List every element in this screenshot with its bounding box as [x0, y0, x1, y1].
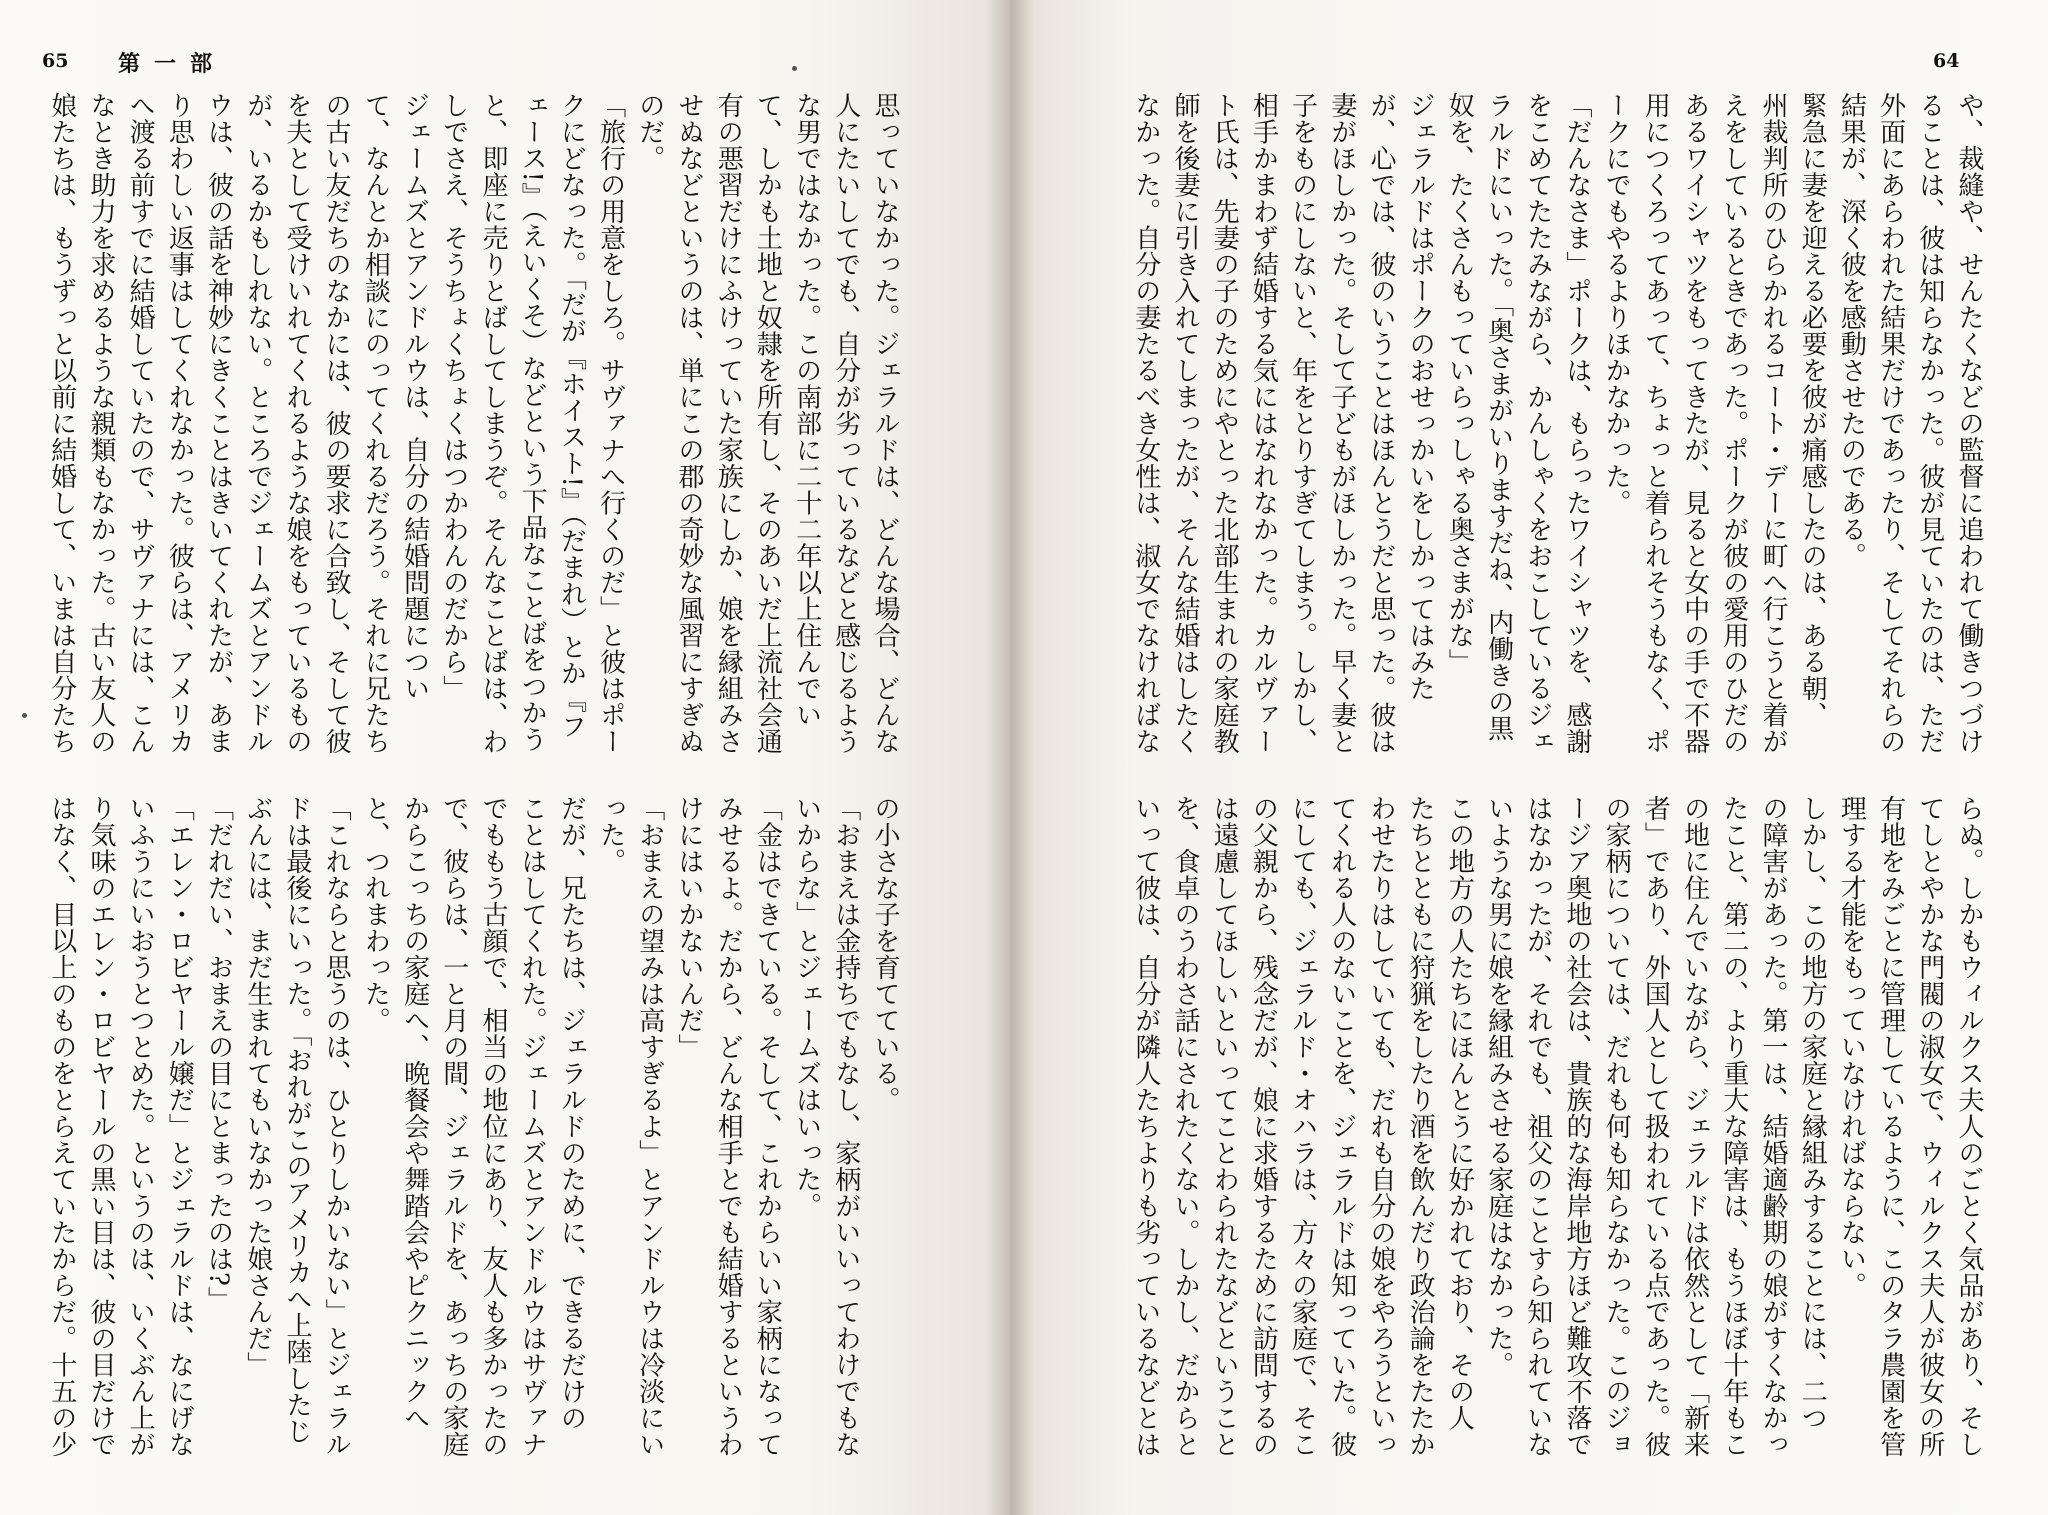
text-line: らぬ。しかもウィルクス夫人のごとく気品があり、そし: [1954, 795, 1984, 1458]
text-line: 「だれだい、おまえの目にとまったのは?」: [203, 795, 234, 1313]
text-line: 思っていなかった。ジェラルドは、どんな場合、どんな: [870, 92, 900, 755]
text-line: 「旅行の用意をしろ。サヴァナへ行くのだ」と彼はポー: [595, 92, 626, 755]
text-line: ることは、彼は知らなかった。彼が見ていたのは、ただ: [1914, 92, 1945, 755]
text-line: や、裁縫や、せんたくなどの監督に追われて働きつづけ: [1954, 92, 1984, 755]
right-upper-text-block: [1120, 92, 1988, 774]
right-lower-text-block: [1120, 795, 1988, 1485]
text-line: ト氏は、先妻の子のためにやとった北部生まれの家庭教: [1209, 92, 1240, 755]
text-line: 師を後妻に引き入れてしまったが、そんな結婚はしたく: [1169, 92, 1200, 755]
text-line: 外面にあらわれた結果だけであったり、そしてそれらの: [1875, 92, 1906, 755]
text-line: 妻がほしかった。そして子どもがほしかった。早く妻と: [1326, 92, 1357, 755]
text-line: てくれる人のないことを、ジェラルドは知っていた。彼: [1326, 795, 1357, 1458]
text-line: り思わしい返事はしてくれなかった。彼らは、アメリカ: [164, 92, 195, 755]
text-line: 「これならと思うのは、ひとりしかいない」とジェラル: [321, 795, 352, 1458]
text-line: が、いるかもしれない。ところでジェームズとアンドル: [242, 92, 273, 755]
text-line: ラルドにいった。「奥さまがいりますだね、内働きの黒: [1483, 92, 1514, 742]
text-line: 「エレン・ロビヤール嬢だ」とジェラルドは、なにげな: [164, 795, 195, 1458]
text-line: からこっちの家庭へ、晩餐会や舞踏会やピクニックへ: [399, 795, 430, 1431]
text-line: しかし、この地方の家庭と縁組みすることには、二つ: [1797, 795, 1828, 1431]
text-line: の古い友だちのなかには、彼の要求に合致し、そして彼: [321, 92, 352, 755]
ink-speck: [22, 713, 27, 718]
text-line: たちとともに狩猟をしたり酒を飲んだり政治論をたたか: [1405, 795, 1436, 1458]
book-gutter: [985, 0, 1035, 1515]
text-line: 人にたいしてでも、自分が劣っているなどと感じるよう: [830, 92, 861, 755]
text-line: と、つれまわった。: [360, 795, 391, 1034]
text-line: なかった。自分の妻たるべき女性は、淑女でなければな: [1130, 92, 1161, 755]
text-line: 有の悪習だけにふけっていた家族にしか、娘を縁組みさ: [713, 92, 744, 755]
text-line: この地方の人たちにほんとうに好かれており、その人: [1444, 795, 1475, 1431]
left-page-number: 65: [42, 50, 69, 72]
ink-speck: [792, 66, 797, 71]
text-line: たこと、第二の、より重大な障害は、もうほぼ十年もこ: [1718, 795, 1749, 1458]
text-line: ことはしてくれた。ジェームズとアンドルウはサヴァナ: [517, 795, 548, 1458]
text-line: の父親から、残念だが、娘に求婚するために訪問するの: [1248, 795, 1279, 1458]
text-line: をこめてたたみながら、かんしゃくをおこしているジェ: [1522, 92, 1553, 755]
text-line: 「だんなさま」ポークは、もらったワイシャツを、感謝: [1561, 92, 1592, 755]
text-line: 結果が、深く彼を感動させたのである。: [1836, 92, 1867, 569]
text-line: の小さな子を育てている。: [870, 795, 900, 1113]
text-line: ぶんには、まだ生まれてもいなかった娘さんだ」: [242, 795, 273, 1378]
text-line: いふうにいおうとつとめた。というのは、いくぶん上が: [125, 795, 156, 1458]
text-line: な男ではなかった。この南部に二十二年以上住んでい: [791, 92, 822, 728]
text-line: でももう古顔で、相当の地位にあり、友人も多かったの: [477, 795, 508, 1458]
text-line: 子をものにしないと、年をとりすぎてしまう。しかし、: [1287, 92, 1318, 755]
text-line: ージア奥地の社会は、貴族的な海岸地方ほど難攻不落で: [1561, 795, 1592, 1458]
text-line: と、即座に売りとばしてしまうぞ。そんなことばは、わ: [477, 92, 508, 755]
left-lower-text-block: [36, 795, 904, 1485]
text-line: 娘たちは、もうずっと以前に結婚して、いまは自分たち: [46, 92, 77, 755]
text-line: いような男に娘を縁組みさせる家庭はなかった。: [1483, 795, 1514, 1378]
text-line: えをしているときであった。ポークが彼の愛用のひだの: [1718, 92, 1749, 755]
text-line: て、しかも土地と奴隷を所有し、そのあいだ上流社会通: [752, 92, 783, 755]
text-line: クにどなった。「だが『ホイスト!』（だまれ）とか『フ: [556, 92, 587, 740]
text-line: の家柄については、だれも何も知らなかった。このジョ: [1601, 795, 1632, 1458]
right-page-number: 64: [1933, 50, 1960, 72]
text-line: いからな」とジェームズはいった。: [791, 795, 822, 1219]
text-line: 者」であり、外国人として扱われている点であった。彼: [1640, 795, 1671, 1458]
text-line: 相手かまわず結婚する気にはなれなかった。カルヴァー: [1248, 92, 1279, 755]
text-line: は遠慮してほしいといってことわられたなどということ: [1209, 795, 1240, 1458]
text-line: みせるよ。だから、どんな相手とでも結婚するというわ: [713, 795, 744, 1458]
text-line: ークにでもやるよりほかなかった。: [1601, 92, 1632, 516]
text-line: を、食卓のうわさ話にされたくない。しかし、だからと: [1169, 795, 1200, 1458]
text-line: の障害があった。第一は、結婚適齢期の娘がすくなかっ: [1757, 795, 1788, 1458]
text-line: ドは最後にいった。「おれがこのアメリカへ上陸したじ: [281, 795, 312, 1445]
text-line: てしとやかな門閥の淑女で、ウィルクス夫人が彼女の所: [1914, 795, 1945, 1458]
text-line: 用につくろってあって、ちょっと着られそうもなく、ポ: [1640, 92, 1671, 755]
text-line: り気味のエレン・ロビヤールの黒い目は、彼の目だけで: [85, 795, 116, 1458]
text-line: 「おまえの望みは高すぎるよ」とアンドルウは冷淡にい: [634, 795, 665, 1458]
text-line: の地に住んでいながら、ジェラルドは依然として「新来: [1679, 795, 1710, 1458]
left-upper-text-block: [36, 92, 904, 774]
text-line: で、彼らは、一と月の間、ジェラルドを、あっちの家庭: [438, 795, 469, 1458]
text-line: が、心では、彼のいうことはほんとうだと思った。彼は: [1365, 92, 1396, 755]
text-line: ェース!』（えいくそ）などという下品なことばをつかう: [517, 92, 548, 753]
text-line: 有地をみごとに管理しているように、このタラ農園を管: [1875, 795, 1906, 1458]
text-line: ジェラルドはポークのおせっかいをしかってはみた: [1405, 92, 1436, 702]
text-line: ジェームズとアンドルウは、自分の結婚問題につい: [399, 92, 430, 702]
text-line: 奴を、たくさんもっていらっしゃる奥さまがな」: [1444, 92, 1475, 675]
text-line: いって彼は、自分が隣人たちよりも劣っているなどとは: [1130, 795, 1161, 1458]
text-line: はなく、目以上のものをとらえていたからだ。十五の少: [46, 795, 77, 1458]
text-line: にしても、ジェラルド・オハラは、方々の家庭で、そこ: [1287, 795, 1318, 1458]
text-line: 理する才能をもっていなければならない。: [1836, 795, 1867, 1299]
text-line: しでさえ、そうちょくちょくはつかわんのだから」: [438, 92, 469, 702]
text-line: 緊急に妻を迎える必要を彼が痛感したのは、ある朝、: [1797, 92, 1828, 728]
text-line: あるワイシャツをもってきたが、見ると女中の手で不器: [1679, 92, 1710, 755]
text-line: 「金はできている。そして、これからいい家柄になって: [752, 795, 783, 1458]
text-line: けにはいかないんだ」: [673, 795, 704, 1060]
text-line: を夫として受けいれてくれるような娘をもっているもの: [281, 92, 312, 755]
text-line: へ渡る前すでに結婚していたので、サヴァナには、こん: [125, 92, 156, 755]
running-head: 第一部: [118, 51, 227, 77]
text-line: なとき助力を求めるような親類もなかった。古い友人の: [85, 92, 116, 755]
text-line: わせたりはしていても、だれも自分の娘をやろうといっ: [1365, 795, 1396, 1458]
text-line: せぬなどというのは、単にこの郡の奇妙な風習にすぎぬ: [673, 92, 704, 755]
text-line: 「おまえは金持ちでもなし、家柄がいいってわけでもな: [830, 795, 861, 1458]
text-line: のだ。: [634, 92, 665, 172]
text-line: だが、兄たちは、ジェラルドのために、できるだけの: [556, 795, 587, 1431]
text-line: はなかったが、それでも、祖父のことすら知られていな: [1522, 795, 1553, 1458]
text-line: った。: [595, 795, 626, 875]
text-line: ウは、彼の話を神妙にきくことはきいてくれたが、あま: [203, 92, 234, 755]
text-line: 州裁判所のひらかれるコート・デーに町へ行こうと着が: [1757, 92, 1788, 755]
text-line: て、なんとか相談にのってくれるだろう。それに兄たち: [360, 92, 391, 755]
